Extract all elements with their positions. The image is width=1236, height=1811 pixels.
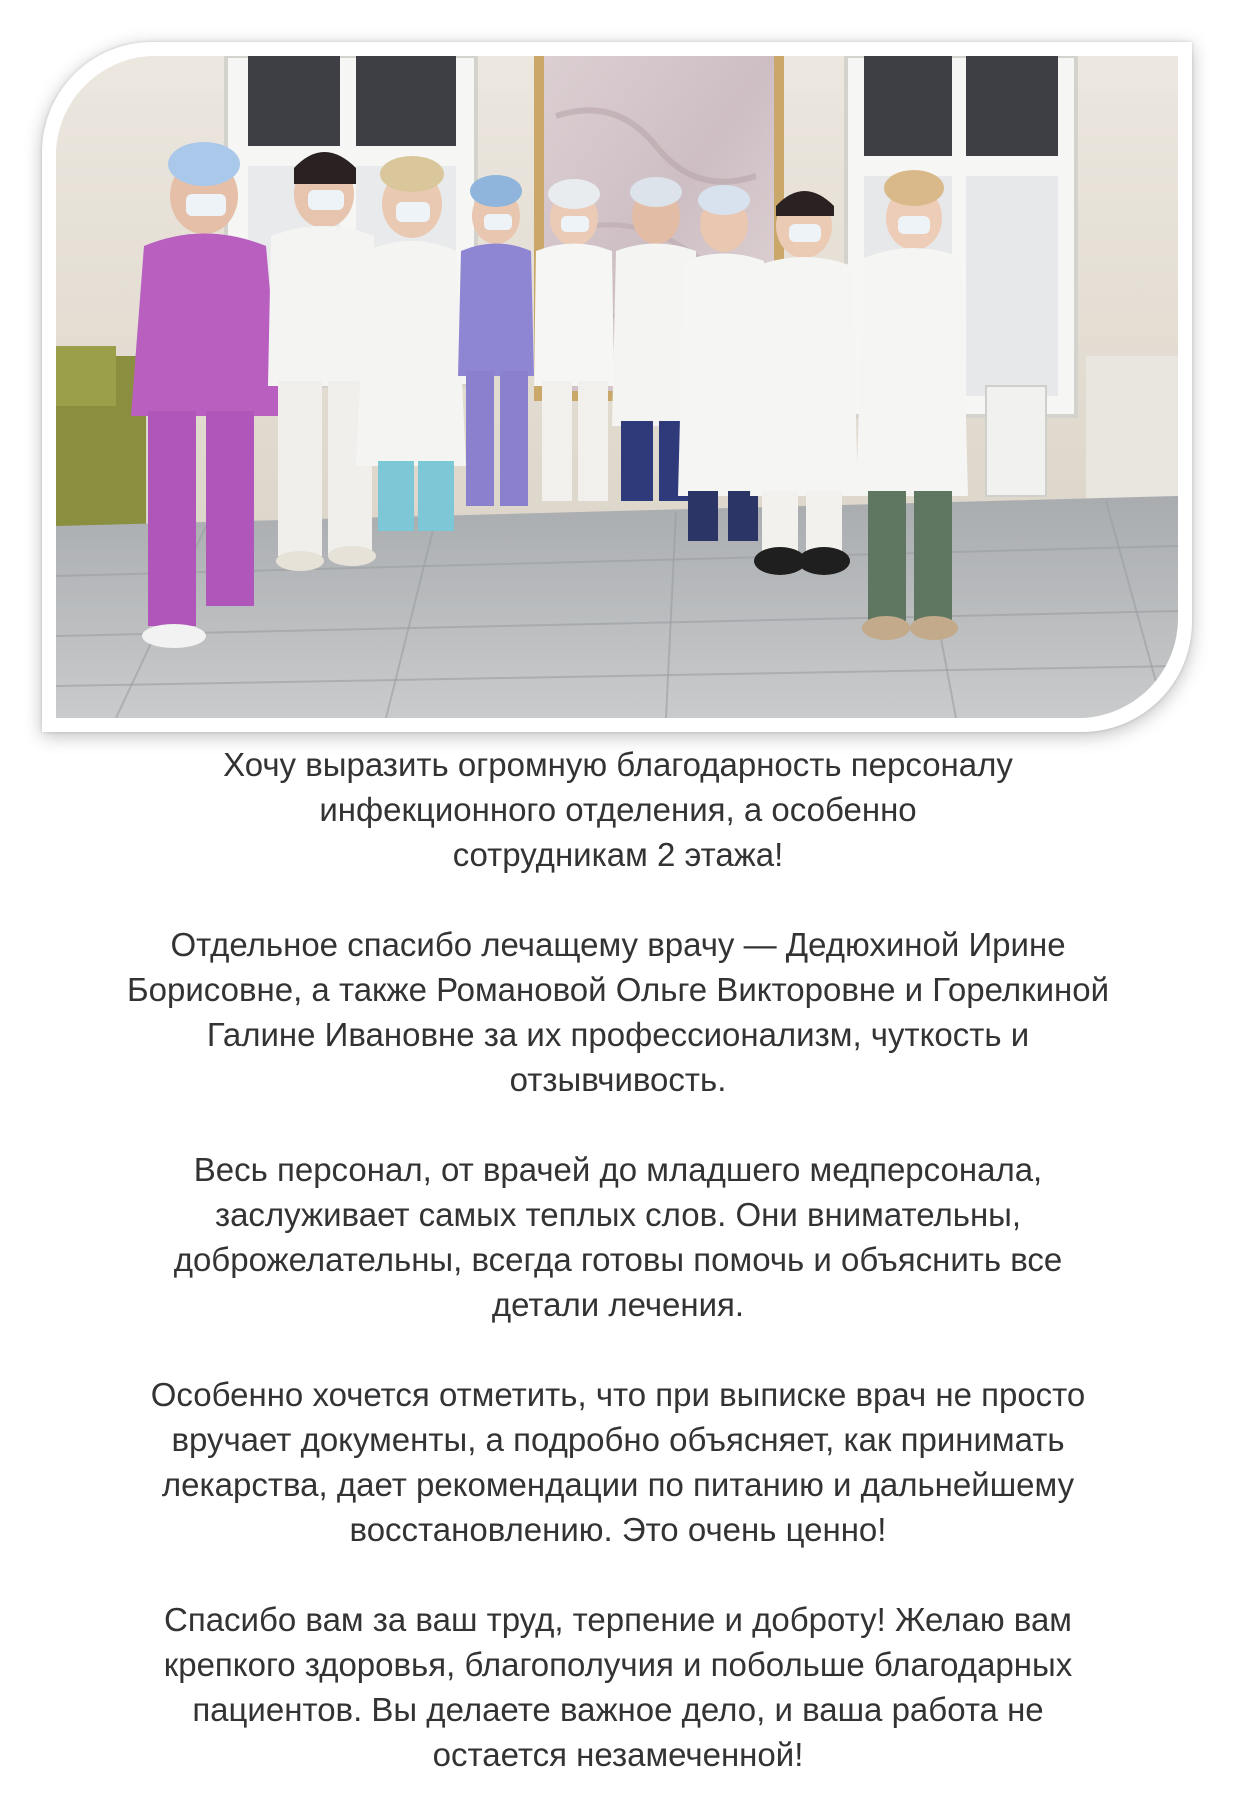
paragraph-intro: Хочу выразить огромную благодарность персоналу инфекционного отделения, а особенно сотрудникам 2 этажа! [223, 746, 1013, 873]
paragraph-discharge: Особенно хочется отметить, что при выписке врач не просто вручает документы, а подробно объясняет, как принимать лекарства, дает рекомендации по питанию и дальнейшему восстановлению. Это очень ценно! [150, 1376, 1086, 1548]
paragraph-staff: Весь персонал, от врачей до младшего медперсонала, заслуживает самых теплых слов. Они внимательны, доброжелательны, всегда готовы помочь и объяснить все детали лечения. [173, 1151, 1063, 1323]
gratitude-letter [40, 742, 1196, 1777]
group-photo-image [56, 56, 1178, 718]
group-photo [56, 56, 1178, 718]
paragraph-doctors: Отдельное спасибо лечащему врачу — Дедюхиной Ирине Борисовне, а также Романовой Ольге Викторовне и Горелкиной Галине Ивановне за их профессионализм, чуткость и отзывчивость. [126, 926, 1110, 1098]
photo-frame [42, 42, 1192, 732]
paragraph-closing: Спасибо вам за ваш труд, терпение и доброту! Желаю вам крепкого здоровья, благополучия и побольше благодарных пациентов. Вы делаете важное дело, и ваша работа не остается незамеченной! [163, 1601, 1073, 1773]
